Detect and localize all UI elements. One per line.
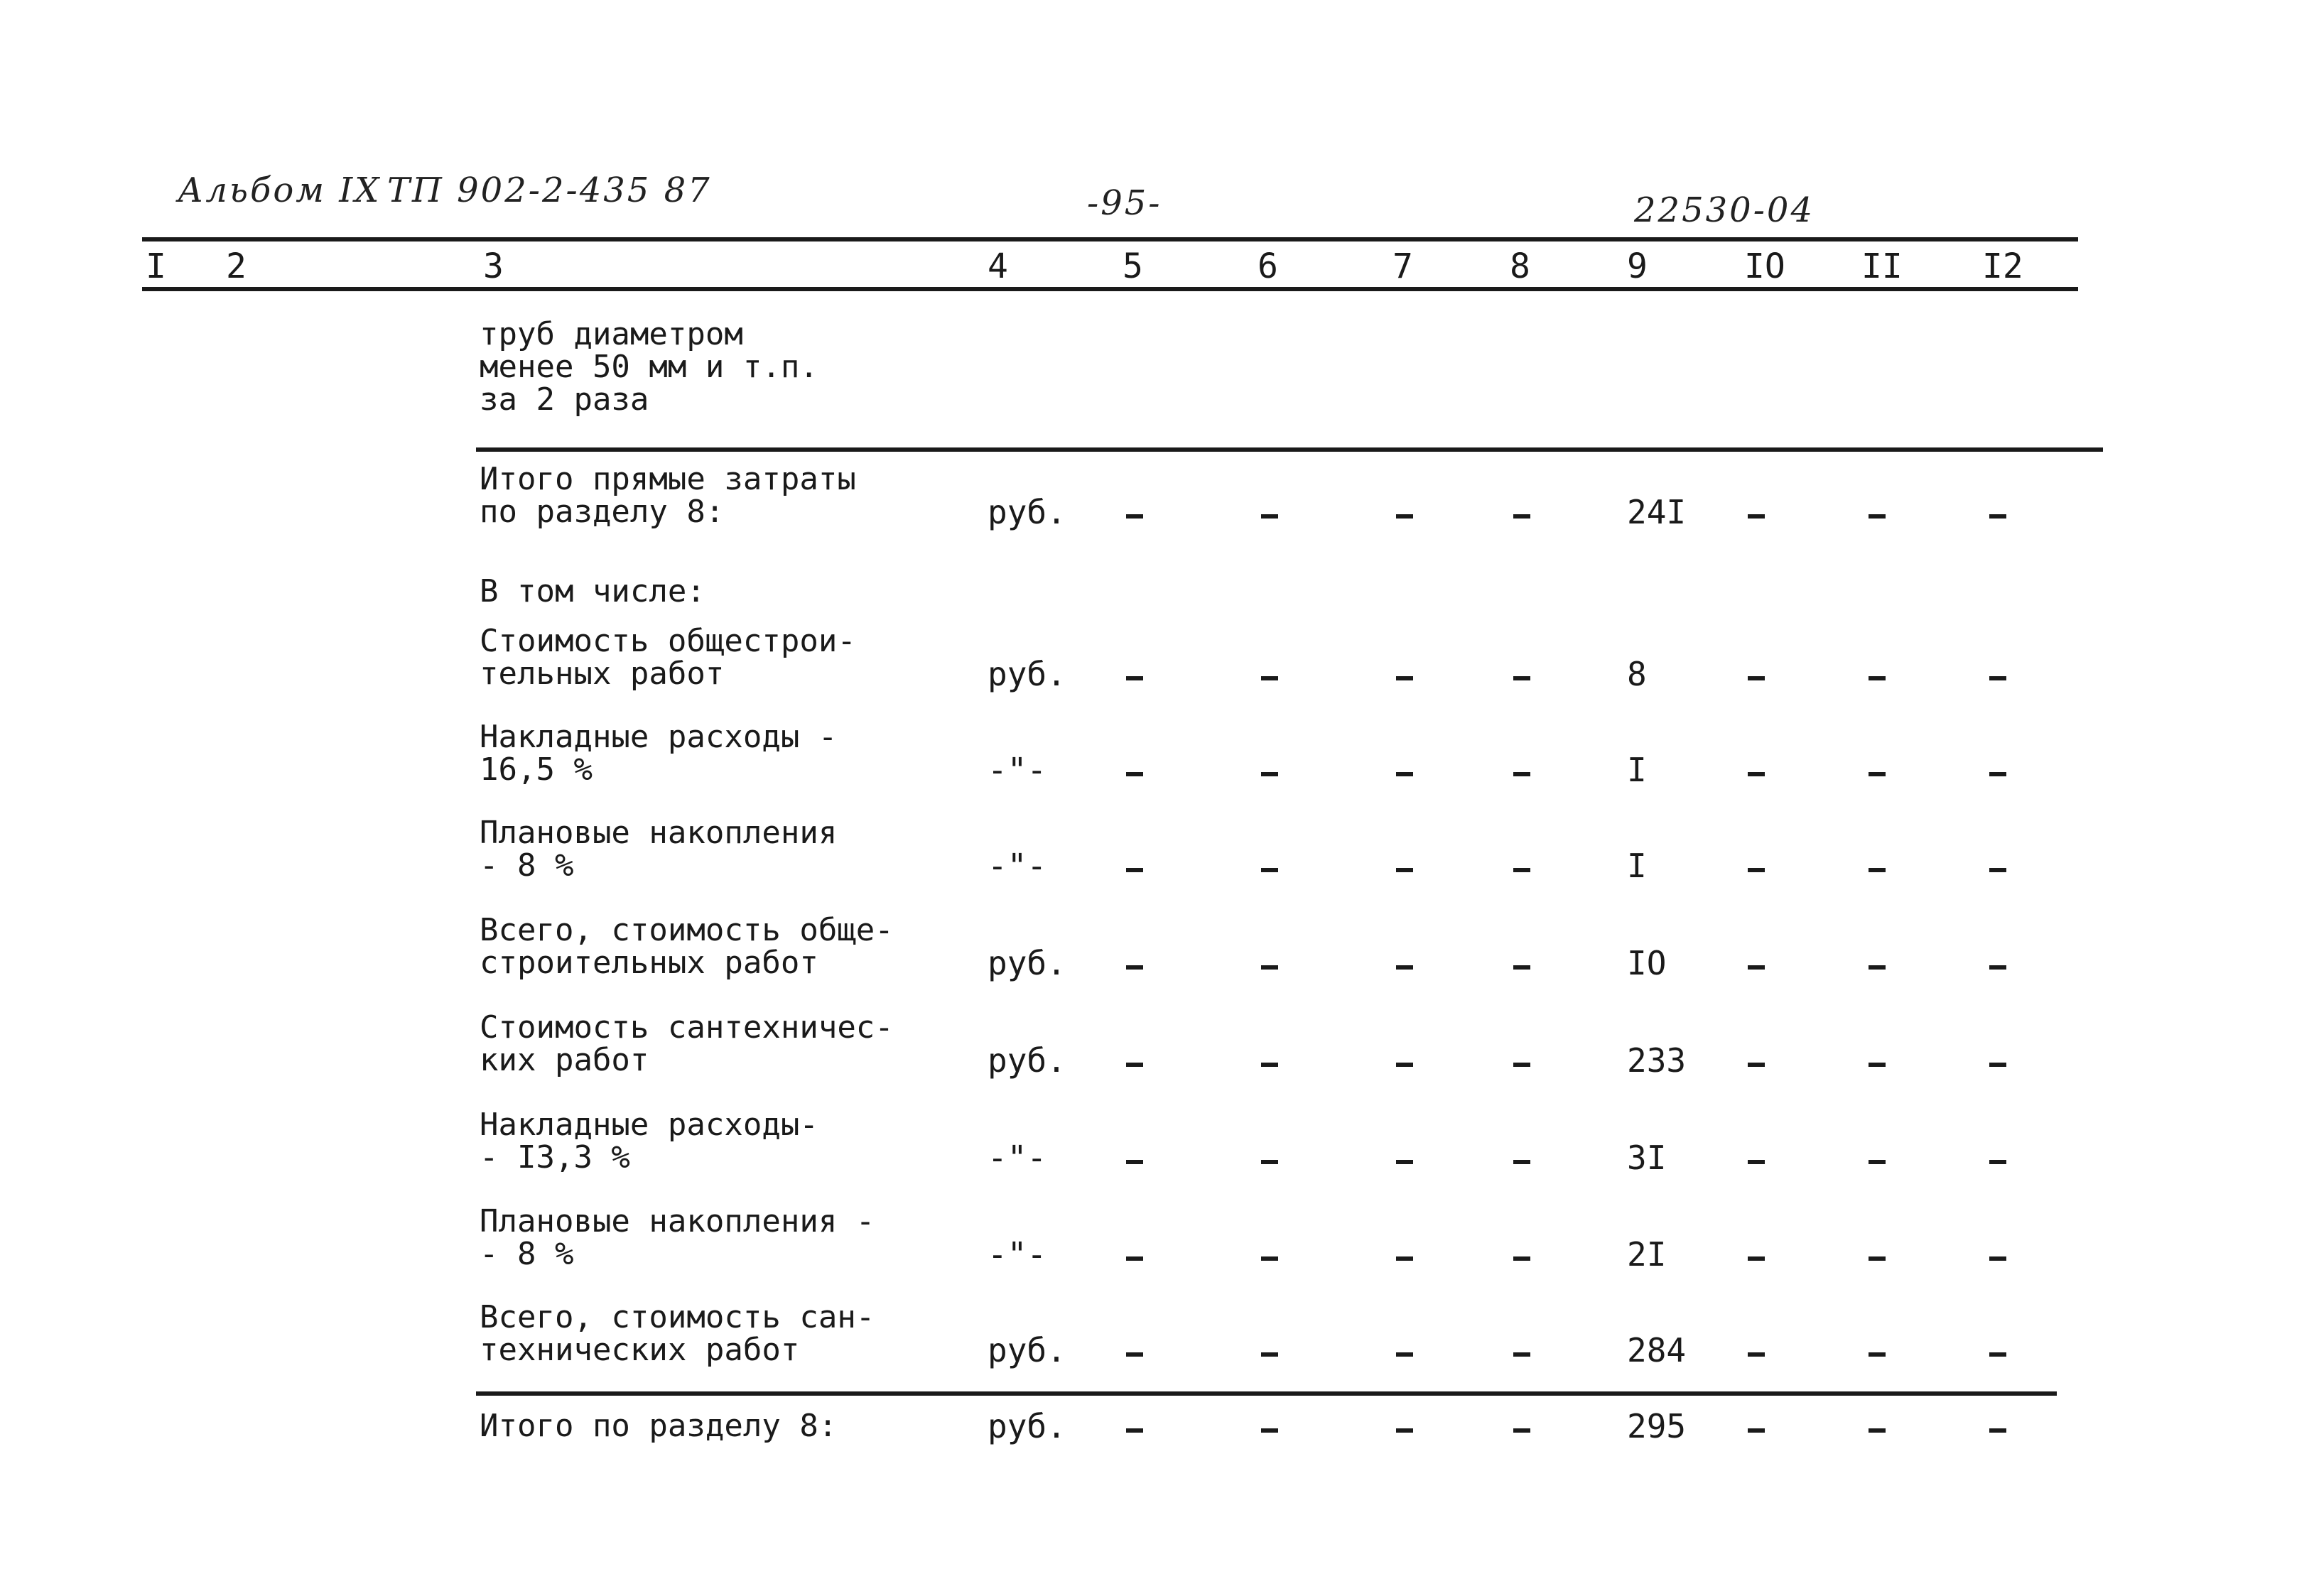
row-unit: -"- (988, 1139, 1047, 1177)
empty-value-dash (1989, 1256, 2006, 1261)
empty-value-dash (1513, 868, 1530, 872)
row-label: Стоимость общестрои- тельных работ (480, 623, 856, 692)
empty-value-dash (1261, 676, 1278, 680)
row-unit: руб. (988, 493, 1066, 531)
empty-value-dash (1396, 514, 1413, 519)
header-bottom-rule (142, 287, 2078, 291)
empty-value-dash (1748, 965, 1765, 970)
row-value: 295 (1627, 1407, 1687, 1445)
row-label: Стоимость сантехничес- ких работ (480, 1009, 894, 1078)
empty-value-dash (1261, 965, 1278, 970)
empty-value-dash (1513, 1160, 1530, 1164)
row-unit: -"- (988, 751, 1047, 789)
column-number-4: 4 (988, 246, 1008, 286)
row-unit: руб. (988, 655, 1066, 693)
column-number-3: 3 (483, 246, 504, 286)
row-value: 2I (1627, 1235, 1667, 1274)
empty-value-dash (1396, 965, 1413, 970)
section-separator-top (476, 447, 2103, 452)
empty-value-dash (1126, 514, 1143, 519)
empty-value-dash (1396, 1160, 1413, 1164)
section-separator-bottom (476, 1391, 2057, 1396)
empty-value-dash (1396, 1352, 1413, 1357)
column-number-5: 5 (1123, 246, 1143, 286)
empty-value-dash (1261, 1063, 1278, 1067)
row-unit: руб. (988, 1331, 1066, 1369)
empty-value-dash (1513, 772, 1530, 776)
empty-value-dash (1748, 1428, 1765, 1433)
empty-value-dash (1869, 868, 1886, 872)
row-value: 3I (1627, 1139, 1667, 1177)
empty-value-dash (1126, 1256, 1143, 1261)
empty-value-dash (1261, 1352, 1278, 1357)
header-top-rule (142, 237, 2078, 241)
row-value: I (1627, 847, 1647, 885)
empty-value-dash (1513, 1428, 1530, 1433)
empty-value-dash (1989, 1352, 2006, 1357)
empty-value-dash (1869, 1160, 1886, 1164)
row-label: Итого по разделу 8: (480, 1408, 838, 1444)
empty-value-dash (1261, 772, 1278, 776)
row-label: Всего, стоимость обще- строительных работ (480, 912, 894, 981)
empty-value-dash (1748, 676, 1765, 680)
row-value: 24I (1627, 493, 1687, 531)
project-code: ТП 902-2-435 87 (387, 170, 712, 210)
empty-value-dash (1989, 1428, 2006, 1433)
column-number-2: 2 (226, 246, 247, 286)
row-label: В том числе: (480, 573, 705, 609)
empty-value-dash (1261, 514, 1278, 519)
empty-value-dash (1396, 1063, 1413, 1067)
row-value: 284 (1627, 1331, 1687, 1369)
empty-value-dash (1126, 1428, 1143, 1433)
empty-value-dash (1396, 1428, 1413, 1433)
row-value: I (1627, 751, 1647, 789)
empty-value-dash (1396, 868, 1413, 872)
empty-value-dash (1396, 1256, 1413, 1261)
empty-value-dash (1513, 676, 1530, 680)
empty-value-dash (1126, 772, 1143, 776)
row-unit: руб. (988, 1041, 1066, 1080)
empty-value-dash (1513, 514, 1530, 519)
empty-value-dash (1261, 1256, 1278, 1261)
row-value: 233 (1627, 1041, 1687, 1080)
empty-value-dash (1748, 1063, 1765, 1067)
row-unit: -"- (988, 847, 1047, 885)
empty-value-dash (1748, 772, 1765, 776)
empty-value-dash (1261, 1428, 1278, 1433)
empty-value-dash (1748, 1352, 1765, 1357)
empty-value-dash (1989, 514, 2006, 519)
empty-value-dash (1989, 676, 2006, 680)
empty-value-dash (1748, 868, 1765, 872)
column-number-11: II (1861, 246, 1903, 286)
row-value: IO (1627, 944, 1667, 982)
empty-value-dash (1989, 1160, 2006, 1164)
row-unit: -"- (988, 1235, 1047, 1274)
column-number-7: 7 (1393, 246, 1413, 286)
row-label: Всего, стоимость сан- технических работ (480, 1299, 875, 1368)
empty-value-dash (1748, 514, 1765, 519)
empty-value-dash (1513, 1352, 1530, 1357)
row-unit: руб. (988, 944, 1066, 982)
empty-value-dash (1261, 1160, 1278, 1164)
empty-value-dash (1869, 514, 1886, 519)
column-number-9: 9 (1627, 246, 1648, 286)
empty-value-dash (1396, 676, 1413, 680)
empty-value-dash (1126, 1160, 1143, 1164)
empty-value-dash (1869, 676, 1886, 680)
column-number-12: I2 (1982, 246, 2023, 286)
empty-value-dash (1126, 868, 1143, 872)
column-number-1: I (146, 246, 166, 286)
empty-value-dash (1989, 965, 2006, 970)
empty-value-dash (1513, 1063, 1530, 1067)
empty-value-dash (1126, 965, 1143, 970)
row-label: Накладные расходы - 16,5 % (480, 719, 838, 788)
row-value: 8 (1627, 655, 1647, 693)
empty-value-dash (1126, 1352, 1143, 1357)
empty-value-dash (1989, 868, 2006, 872)
row-label: Накладные расходы- - I3,3 % (480, 1107, 818, 1176)
empty-value-dash (1869, 1352, 1886, 1357)
empty-value-dash (1869, 1428, 1886, 1433)
row-unit: руб. (988, 1407, 1066, 1445)
empty-value-dash (1513, 1256, 1530, 1261)
column-number-10: IO (1744, 246, 1785, 286)
empty-value-dash (1748, 1256, 1765, 1261)
row-label: Плановые накопления - - 8 % (480, 1203, 875, 1272)
empty-value-dash (1126, 676, 1143, 680)
row-label: Итого прямые затраты по разделу 8: (480, 461, 856, 530)
intro-text: труб диаметром менее 50 мм и т.п. за 2 раза (480, 316, 818, 418)
empty-value-dash (1126, 1063, 1143, 1067)
empty-value-dash (1869, 965, 1886, 970)
empty-value-dash (1261, 868, 1278, 872)
empty-value-dash (1869, 1063, 1886, 1067)
empty-value-dash (1869, 772, 1886, 776)
empty-value-dash (1869, 1256, 1886, 1261)
empty-value-dash (1396, 772, 1413, 776)
empty-value-dash (1989, 772, 2006, 776)
page-number: -95- (1087, 183, 1162, 223)
column-number-6: 6 (1258, 246, 1278, 286)
empty-value-dash (1989, 1063, 2006, 1067)
column-number-8: 8 (1510, 246, 1530, 286)
album-label: Альбом IX (178, 170, 382, 210)
empty-value-dash (1513, 965, 1530, 970)
empty-value-dash (1748, 1160, 1765, 1164)
document-code: 22530-04 (1634, 190, 1815, 230)
row-label: Плановые накопления - 8 % (480, 815, 838, 884)
